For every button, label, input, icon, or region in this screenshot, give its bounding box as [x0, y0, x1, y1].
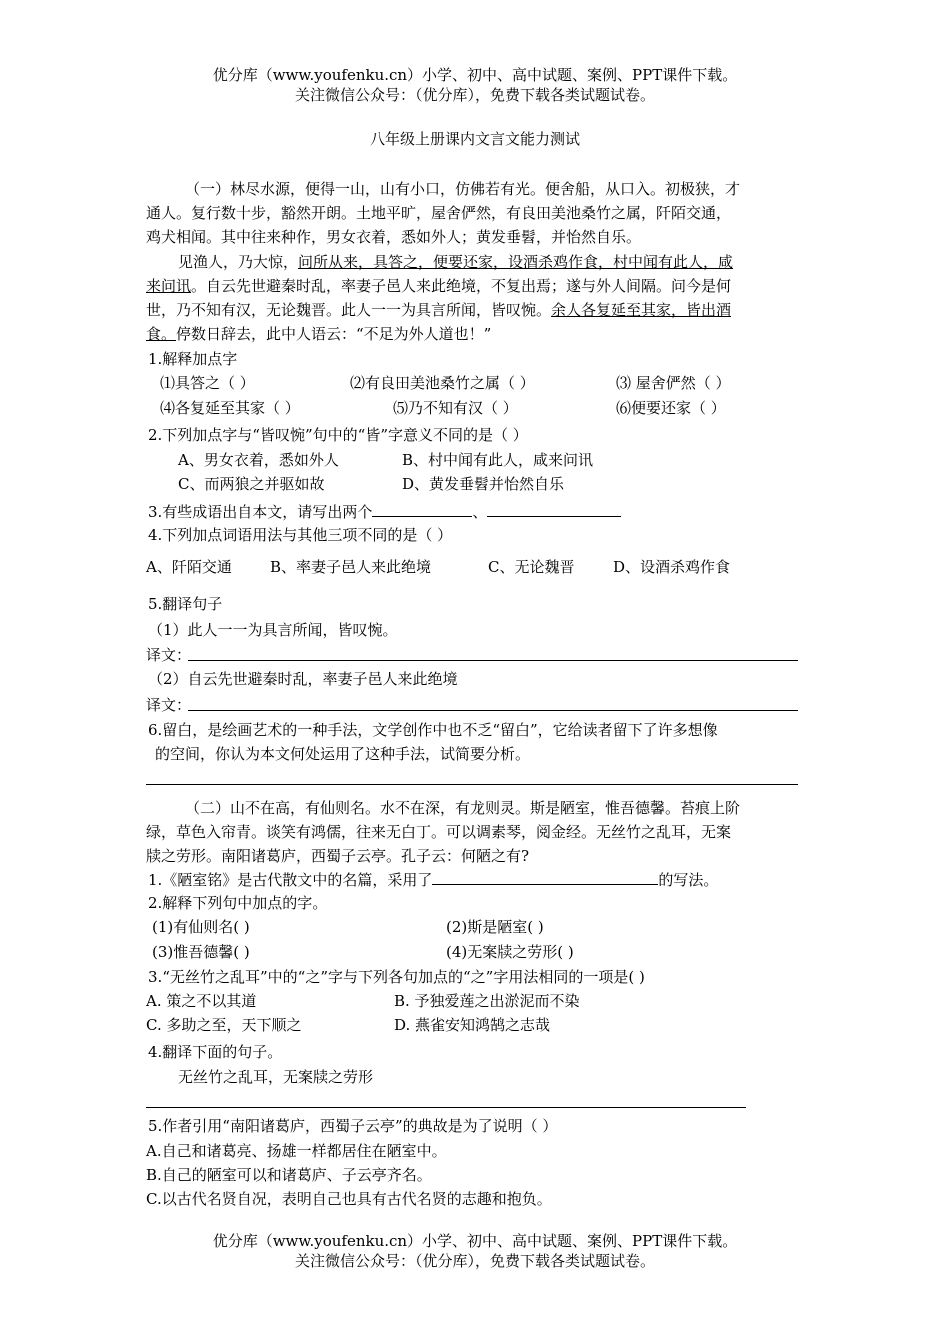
answer-blank[interactable]: [432, 868, 658, 885]
s2-q2-item-2: (2)斯是陋室( ): [446, 918, 544, 936]
underlined-segment: 问所从来，具答之，便要还家，设酒杀鸡作食，村中闻有此人，咸: [298, 253, 734, 271]
q4-label: 4.下列加点词语用法与其他三项不同的是（ ）: [148, 526, 453, 544]
underlined-segment: 食。: [146, 325, 177, 343]
underlined-segment: 余人各复延至其家，皆出酒: [551, 301, 732, 319]
q6-line-1: 6.留白，是绘画艺术的一种手法，文学创作中也不乏“留白”，它给读者留下了许多想像: [148, 721, 718, 739]
s2-q4-sentence: 无丝竹之乱耳，无案牍之劳形: [178, 1068, 374, 1086]
separator: 、: [472, 503, 488, 521]
text-segment: 世，乃不知有汉，无论魏晋。此人一一为具言所闻，皆叹惋。: [146, 301, 552, 319]
text-segment: 见渔人，乃大惊，: [178, 253, 299, 271]
q2-option-d: D、黄发垂髫并怡然自乐: [402, 475, 565, 493]
page-title: 八年级上册课内文言文能力测试: [369, 130, 580, 148]
q5-sentence-1: （1）此人一一为具言所闻，皆叹惋。: [148, 621, 398, 639]
q4-option-d: D、设酒杀鸡作食: [613, 558, 731, 576]
q2-option-b: B、村中闻有此人，咸来问讯: [402, 451, 594, 469]
s2-q5-option-c: C.以古代名贤自况，表明自己也具有古代名贤的志趣和抱负。: [146, 1190, 552, 1208]
q5-sentence-2: （2）自云先世避秦时乱，率妻子邑人来此绝境: [148, 670, 458, 688]
s2-q3-option-a: A. 策之不以其道: [146, 992, 257, 1010]
s2-q3-label: 3.“无丝竹之乱耳”中的“之”字与下列各句加点的“之”字用法相同的一项是( ): [148, 968, 645, 986]
s2-q5-option-b: B.自己的陋室可以和诸葛庐、子云亭齐名。: [146, 1166, 432, 1184]
answer-line[interactable]: [146, 1107, 746, 1108]
q1-item-1: ⑴具答之（ ）: [160, 374, 255, 392]
q1-item-6: ⑹便要还家（ ）: [616, 399, 726, 417]
text-segment: 。自云先世避秦时乱，率妻子邑人来此绝境，不复出焉；遂与外人间隔。问今是何: [191, 277, 732, 295]
answer-blank[interactable]: [372, 500, 472, 517]
q4-option-a: A、阡陌交通: [146, 558, 232, 576]
answer-line[interactable]: [188, 660, 798, 661]
q6-line-2: 的空间，你认为本文何处运用了这种手法，试简要分析。: [155, 745, 531, 763]
passage1-line-3: 鸡犬相闻。其中往来种作，男女衣着，悉如外人；黄发垂髫，并怡然自乐。: [146, 228, 642, 246]
q1-text-b: 的写法。: [658, 871, 719, 889]
s2-q3-option-d: D. 燕雀安知鸿鹄之志哉: [394, 1016, 551, 1034]
q4-option-c: C、无论魏晋: [488, 558, 575, 576]
s2-q5-option-a: A.自己和诸葛亮、扬雄一样都居住在陋室中。: [146, 1142, 447, 1160]
footer-line-2: 关注微信公众号：（优分库），免费下载各类试题试卷。: [294, 1252, 655, 1270]
q1-item-5: ⑸乃不知有汉（ ）: [393, 399, 518, 417]
answer-line[interactable]: [188, 710, 798, 711]
header-line-2: 关注微信公众号：（优分库），免费下载各类试题试卷。: [294, 86, 655, 104]
q4-option-b: B、率妻子邑人来此绝境: [270, 558, 432, 576]
q5-yiwen-1: 译文：: [146, 646, 192, 664]
q3-label: 3.有些成语出自本文，请写出两个: [148, 503, 373, 521]
passage1-line-4: [178, 251, 733, 273]
s2-q3-option-c: C. 多助之至，天下顺之: [146, 1016, 302, 1034]
passage2-line-3: 牍之劳形。南阳诸葛庐，西蜀子云亭。孔子云：何陋之有?: [146, 847, 530, 865]
q2-option-a: A、男女衣着，悉如外人: [178, 451, 339, 469]
q5-yiwen-2: 译文：: [146, 696, 192, 714]
q1-item-4: ⑷各复延至其家（ ）: [160, 399, 300, 417]
s2-q1-line: [148, 868, 718, 891]
q1-label: 1.解释加点字: [148, 350, 238, 368]
passage1-line-1: （一）林尽水源，便得一山，山有小口，仿佛若有光。便舍船，从口入。初极狭，才: [185, 180, 741, 198]
s2-q4-label: 4.翻译下面的句子。: [148, 1043, 283, 1061]
s2-q2-item-3: (3)惟吾德馨( ): [152, 943, 250, 961]
passage1-line-2: 通人。复行数十步，豁然开朗。土地平旷，屋舍俨然，有良田美池桑竹之属，阡陌交通，: [146, 204, 732, 222]
s2-q2-label: 2.解释下列句中加点的字。: [148, 894, 328, 912]
answer-blank[interactable]: [487, 500, 621, 517]
passage1-line-5: [146, 275, 731, 297]
q3-line: [148, 500, 621, 523]
header-line-1: 优分库（www.youfenku.cn）小学、初中、高中试题、案例、PPT课件下载。: [212, 66, 738, 84]
q2-label: 2.下列加点字与“皆叹惋”句中的“皆”字意义不同的是（ ）: [148, 426, 528, 444]
passage1-line-7: [146, 323, 491, 345]
s2-q3-option-b: B. 予独爱莲之出淤泥而不染: [394, 992, 580, 1010]
underlined-segment: 来问讯: [146, 277, 192, 295]
s2-q2-item-4: (4)无案牍之劳形( ): [446, 943, 574, 961]
q1-item-2: ⑵有良田美池桑竹之属（ ）: [350, 374, 535, 392]
footer-line-1: 优分库（www.youfenku.cn）小学、初中、高中试题、案例、PPT课件下载。: [212, 1232, 738, 1250]
q5-label: 5.翻译句子: [148, 595, 223, 613]
passage2-line-2: 绿，草色入帘青。谈笑有鸿儒，往来无白丁。可以调素琴，阅金经。无丝竹之乱耳，无案: [146, 823, 732, 841]
passage1-line-6: [146, 299, 731, 321]
answer-line[interactable]: [146, 784, 798, 785]
passage2-line-1: （二）山不在高，有仙则名。水不在深，有龙则灵。斯是陋室，惟吾德馨。苔痕上阶: [185, 799, 741, 817]
q1-text-a: 1.《陋室铭》是古代散文中的名篇，采用了: [148, 871, 433, 889]
text-segment: 停数日辞去，此中人语云：“不足为外人道也！”: [176, 325, 492, 343]
q1-item-3: ⑶ 屋舍俨然（ ）: [616, 374, 731, 392]
s2-q5-label: 5.作者引用“南阳诸葛庐，西蜀子云亭”的典故是为了说明（ ）: [148, 1117, 558, 1135]
q2-option-c: C、而两狼之并驱如故: [178, 475, 325, 493]
s2-q2-item-1: (1)有仙则名( ): [152, 918, 250, 936]
